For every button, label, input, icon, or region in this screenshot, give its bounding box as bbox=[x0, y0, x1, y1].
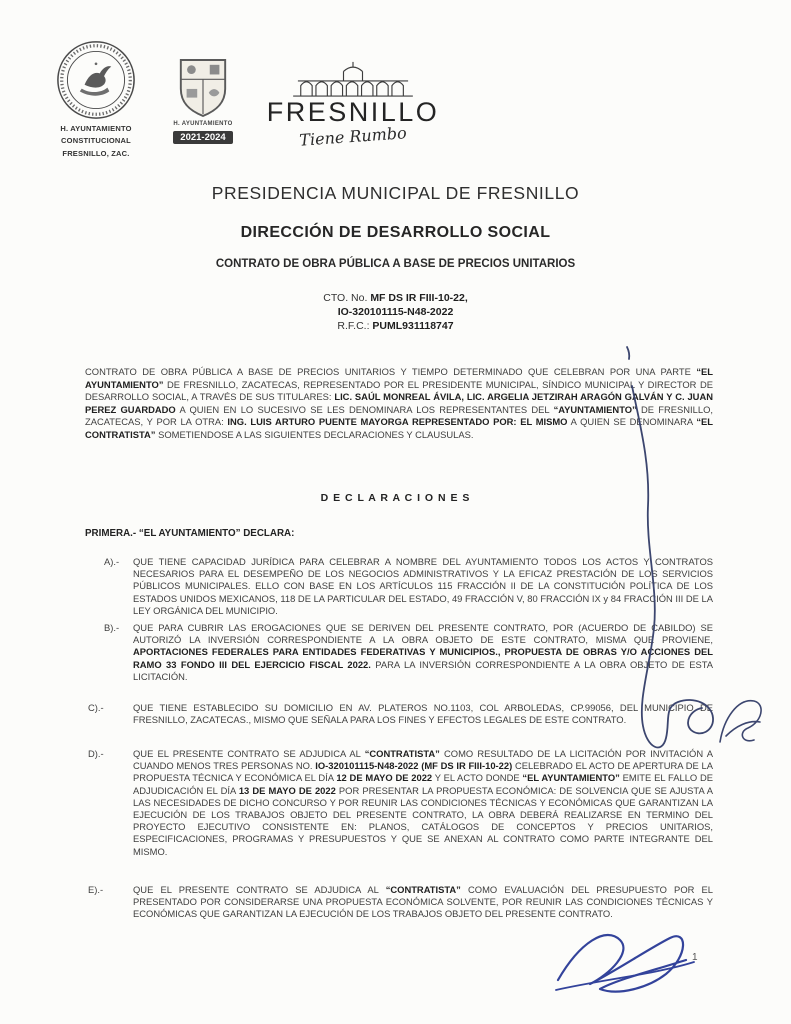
declaration-item-c bbox=[88, 702, 713, 726]
bridge-icon bbox=[290, 60, 416, 98]
contract-number-line bbox=[0, 291, 791, 305]
declarations-heading: D E C L A R A C I O N E S bbox=[320, 492, 471, 504]
seal-caption-line-1: H. AYUNTAMIENTO bbox=[60, 124, 132, 133]
seal-caption-line-2: CONSTITUCIONAL bbox=[61, 136, 131, 146]
rfc-number: PUML931118747 bbox=[372, 320, 454, 332]
cto-label: CTO. No. bbox=[323, 292, 368, 304]
shield-years-badge: 2021-2024 bbox=[173, 131, 232, 144]
rfc-label: R.F.C.: bbox=[337, 320, 370, 332]
shield-caption: H. AYUNTAMIENTO bbox=[173, 121, 233, 127]
ayuntamiento-shield bbox=[158, 56, 248, 145]
title-contract-type: CONTRATO DE OBRA PÚBLICA A BASE DE PRECIOS UNITARIOS bbox=[215, 258, 576, 270]
declaration-label: D).- bbox=[88, 748, 104, 759]
seal-caption-line-3: FRESNILLO, ZAC. bbox=[62, 148, 130, 158]
cto-number: MF DS IR FIII-10-22, bbox=[370, 292, 468, 304]
title-direccion: DIRECCIÓN DE DESARROLLO SOCIAL bbox=[240, 224, 551, 241]
intro-paragraph: CONTRATO DE OBRA PÚBLICA A BASE DE PRECIOS UNITARIOS Y TIEMPO DETERMINADO QUE CELEBRAN POR UNA PARTE “EL AYUNTAMIENTO” DE FRESNILLO, ZACATECAS, REPRESENTADO POR EL PRESIDENTE MUNICIPAL, SÍNDICO MUNICIPAL Y DIRECTOR DE DESARROLLO SOCIAL, A TRAVÉS DE SUS TITULARES: LIC. SAÚL MONREAL ÁVILA, LIC. ARGELIA JETZIRAH ARAGÓN GALVÁN Y C. JUAN PEREZ GUARDADO A QUIEN EN LO SUCESIVO SE LES DENOMINARA LOS REPRESENTANTES DEL “AYUNTAMIENTO” DE FRESNILLO, ZACATECAS, Y POR LA OTRA: ING. LUIS ARTURO PUENTE MAYORGA REPRESENTADO POR: EL MISMO A QUIEN SE DENOMINARA “EL CONTRATISTA” SOMETIENDOSE A LAS SIGUIENTES DECLARACIONES Y CLAUSULAS. bbox=[85, 366, 714, 440]
coat-of-arms-icon bbox=[56, 40, 136, 120]
declaration-label: C).- bbox=[88, 702, 104, 713]
brand-wordmark: FRESNILLO bbox=[266, 97, 440, 127]
io-number: IO-320101115-N48-2022 bbox=[337, 306, 454, 318]
declaration-item-b bbox=[88, 622, 713, 683]
declaration-item-d bbox=[88, 748, 713, 858]
rfc-line bbox=[0, 319, 791, 333]
tender-number-line bbox=[0, 305, 791, 319]
page-number: 1 bbox=[692, 952, 698, 963]
declaration-text: QUE EL PRESENTE CONTRATO SE ADJUDICA AL “CONTRATISTA” COMO EVALUACIÓN DEL PRESUPUESTO POR EL PRESENTADO POR CONSIDERARSE UNA PROPUESTA ECONÓMICA SOLVENTE, POR REUNIR LAS CONDICIONES TÉCNICAS Y ECONÓMICAS QUE GARANTIZAN LA EJECUCIÓN DE LOS TRABAJOS OBJETO DEL PRESENTE CONTRATO. bbox=[133, 884, 713, 920]
seal-caption bbox=[48, 123, 144, 160]
declaration-item-e bbox=[88, 884, 713, 921]
declaration-label: A).- bbox=[104, 556, 120, 567]
municipal-seal bbox=[48, 40, 144, 160]
declaration-text: QUE PARA CUBRIR LAS EROGACIONES QUE SE DERIVEN DEL PRESENTE CONTRATO, POR (ACUERDO DE CABILDO) SE AUTORIZÓ LA INVERSIÓN CORRESPONDIENTE A LA OBRA OBJETO DE ESTE CONTRATO, MISMA QUE PROVIENE, APORTACIONES FEDERALES PARA ENTIDADES FEDERATIVAS Y MUNICIPIOS., PROPUESTA DE OBRAS Y/O ACCIONES DEL RAMO 33 FONDO III DEL EJERCICIO FISCAL 2022. PARA LA INVERSIÓN CORRESPONDIENTE A LA OBRA OBJETO DE ESTA LICITACIÓN. bbox=[133, 622, 713, 682]
declaration-label: B).- bbox=[104, 622, 120, 633]
contract-reference-block bbox=[0, 291, 791, 333]
declaration-text: QUE TIENE ESTABLECIDO SU DOMICILIO EN AV. PLATEROS NO.1103, COL ARBOLEDAS, CP.99056, DEL MUNICIPIO DE FRESNILLO, ZACATECAS., MISMO QUE SEÑALA PARA LOS FINES Y EFECTOS LEGALES DE ESTE CONTRATO. bbox=[133, 702, 713, 726]
declaration-text: QUE EL PRESENTE CONTRATO SE ADJUDICA AL “CONTRATISTA” COMO RESULTADO DE LA LICITACIÓN POR INVITACIÓN A CUANDO MENOS TRES PERSONAS NO. IO-320101115-N48-2022 (MF DS IR FIII-10-22) CELEBRADO EL ACTO DE APERTURA DE LA PROPUESTA TÉCNICA Y ECONÓMICA EL DÍA 12 DE MAYO DE 2022 Y EL ACTO DONDE “EL AYUNTAMIENTO” EMITE EL FALLO DE ADJUDICACIÓN EL DÍA 13 DE MAYO DE 2022 POR PRESENTAR LA PROPUESTA ECONÓMICA: DE SOLVENCIA QUE SE AJUSTA A LAS NECESIDADES DE DICHO CONCURSO Y POR REUNIR LAS CONDICIONES TÉCNICAS Y ECONÓMICAS QUE GARANTIZAN LA EJECUCIÓN DE LOS TRABAJOS OBJETO DEL PRESENTE CONTRATO, LA OBRA DEBERÁ REALIZARSE EN TERMINO DEL PROYECTO EJECUTIVO CONSISTENTE EN: PLANOS, CATÁLOGOS DE CONCEPTOS Y PRECIOS UNITARIOS, ESPECIFICACIONES, PROGRAMAS Y PRESUPUESTOS Y QUE SE ANEXAN AL CONTRATO COMO PARTE INTEGRANTE DEL MISMO. bbox=[133, 748, 714, 857]
declaration-item-a bbox=[88, 556, 713, 617]
declaration-text: QUE TIENE CAPACIDAD JURÍDICA PARA CELEBRAR A NOMBRE DEL AYUNTAMIENTO TODOS LOS ACTOS Y CONTRATOS NECESARIOS PARA EL DESEMPEÑO DE LOS NEGOCIOS ADMINISTRATIVOS Y LA EFICAZ PRESTACIÓN DE LOS SERVICIOS PÚBLICOS MUNICIPALES. ELLO CON BASE EN LOS ARTÍCULOS 115 FRACCIÓN II DE LA CONSTITUCIÓN POLÍTICA DE LOS ESTADOS UNIDOS MEXICANOS, 118 DE LA PARTICULAR DEL ESTADO, 49 FRACCIÓN V, 80 FRACCIÓN IX y 84 FRACCIÓN III DE LA LEY ORGÁNICA DEL MUNICIPIO. bbox=[133, 556, 713, 616]
declaration-label: E).- bbox=[88, 884, 104, 895]
primera-heading: PRIMERA.- “EL AYUNTAMIENTO” DECLARA: bbox=[85, 528, 295, 539]
title-presidencia: PRESIDENCIA MUNICIPAL DE FRESNILLO bbox=[211, 183, 580, 203]
fresnillo-brand bbox=[258, 60, 448, 151]
shield-icon bbox=[176, 56, 230, 118]
brand-tagline: Tiene Rumbo bbox=[298, 123, 408, 151]
